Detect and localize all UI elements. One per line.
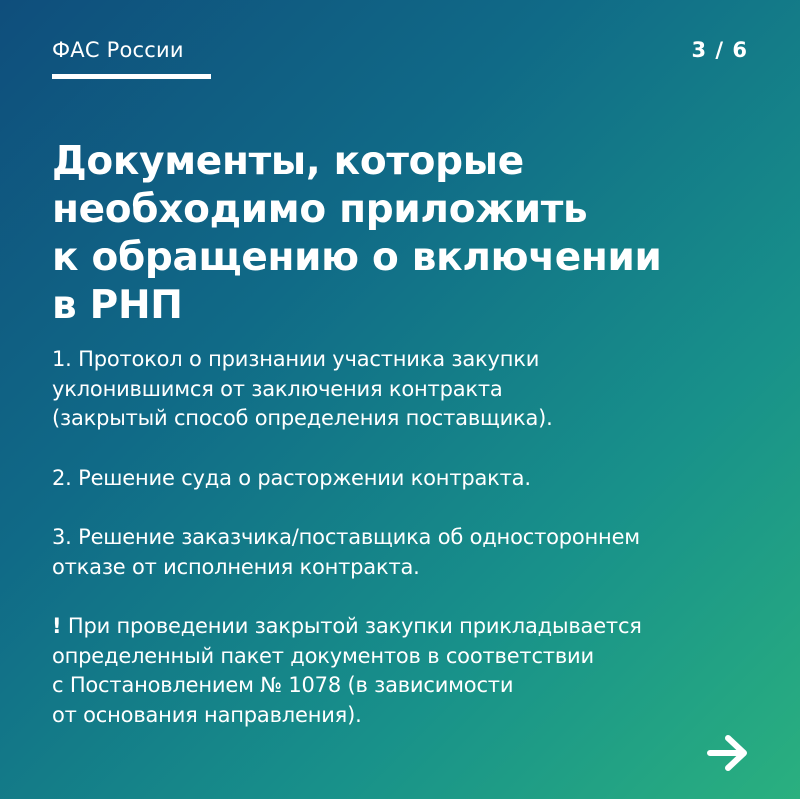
list-item-unilateral-refusal bbox=[52, 523, 752, 582]
title-line: к обращению о включении bbox=[52, 235, 662, 280]
arrow-right-icon[interactable] bbox=[706, 733, 750, 773]
list-item-line: 3. Решение заказчика/поставщика об одностороннем bbox=[52, 525, 640, 549]
list-item-protocol bbox=[52, 345, 752, 434]
title-line: в РНП bbox=[52, 283, 183, 328]
brand-label: ФАС России bbox=[52, 38, 184, 62]
note-line: от основания направления). bbox=[52, 702, 362, 727]
note-line bbox=[52, 612, 752, 642]
title-line: необходимо приложить bbox=[52, 187, 588, 232]
slide-title bbox=[52, 138, 752, 330]
note-text: При проведении закрытой закупки прикладывается bbox=[61, 614, 642, 638]
list-item-line: 1. Протокол о признании участника закупки bbox=[52, 347, 540, 371]
list-item-line: 2. Решение суда о расторжении контракта. bbox=[52, 465, 531, 490]
brand-underline bbox=[52, 74, 211, 79]
exclamation-mark: ! bbox=[52, 614, 62, 638]
note-line: определенный пакет документов в соответствии bbox=[52, 643, 594, 668]
document-list bbox=[52, 345, 752, 760]
list-item-line: (закрытый способ определения поставщика). bbox=[52, 406, 553, 430]
note bbox=[52, 612, 752, 730]
page-indicator: 3 / 6 bbox=[691, 38, 748, 62]
list-item-line: отказе от исполнения контракта. bbox=[52, 554, 420, 579]
list-item-court-decision bbox=[52, 464, 752, 494]
note-line: с Постановлением № 1078 (в зависимости bbox=[52, 673, 514, 697]
title-line: Документы, которые bbox=[52, 139, 524, 184]
list-item-line: уклонившимся от заключения контракта bbox=[52, 376, 503, 401]
